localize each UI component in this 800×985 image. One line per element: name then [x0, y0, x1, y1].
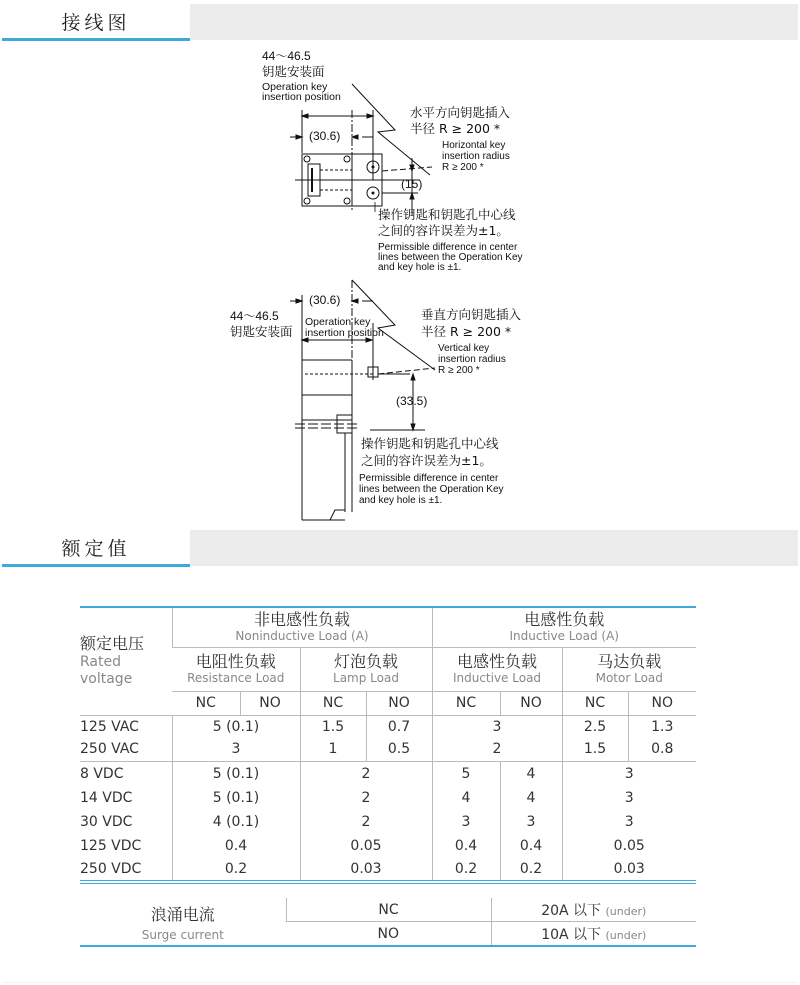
subgroup-inductive [432, 647, 562, 691]
resistance-cell: 5 (0.1) [172, 761, 300, 786]
rated-voltage-en2: voltage [80, 671, 133, 688]
surge-value-cell [491, 922, 696, 947]
motor-cell: 3 [562, 810, 696, 834]
footer-divider [2, 982, 798, 983]
resistance-cell: 0.4 [172, 834, 300, 858]
bottom-radius-en3: R ≥ 200 * [438, 365, 480, 376]
inductive-no-cell: 0.4 [500, 834, 562, 858]
bottom-tolerance-cn2: 之间的容许误差为±1。 [361, 453, 492, 468]
bottom-radius-cn1: 垂直方向钥匙插入 [421, 307, 522, 322]
section-tab [2, 528, 190, 567]
top-radius-cn2: 半径 R ≥ 200 * [410, 121, 501, 136]
surge-value: 20A 以下 [541, 902, 602, 919]
lamp-cell: 0.05 [300, 834, 432, 858]
top-tolerance-cn1: 操作钥匙和钥匙孔中心线 [378, 207, 516, 222]
section-header-bar [190, 4, 798, 40]
surge-value-cell [491, 898, 696, 922]
inductive-nc-cell: 0.2 [432, 858, 500, 882]
subgroup-en: Motor Load [595, 671, 663, 685]
motor-no-cell: 1.3 [628, 715, 696, 738]
motor-nc-cell: 2.5 [562, 715, 628, 738]
surge-current-table [80, 898, 696, 947]
lamp-cell: 2 [300, 786, 432, 810]
voltage-cell: 14 VDC [80, 790, 133, 806]
group-en: Noninductive Load (A) [235, 629, 369, 644]
voltage-cell: 125 VAC [80, 715, 172, 738]
top-view-drawing [290, 84, 432, 216]
table-row [80, 761, 696, 786]
inductive-nc-cell: 4 [432, 786, 500, 810]
lamp-nc-cell: 1.5 [300, 715, 366, 738]
top-range-en2: insertion position [262, 91, 341, 103]
top-radius-en1: Horizontal key [442, 140, 506, 151]
inductive-cell: 3 [432, 715, 562, 738]
lamp-no-cell: 0.5 [366, 738, 432, 761]
motor-cell: 0.03 [562, 858, 696, 882]
voltage-cell: 125 VDC [80, 838, 142, 854]
surge-value: 10A 以下 [541, 926, 602, 943]
rated-voltage-cn: 额定电压 [80, 634, 145, 654]
section-header-ratings [0, 528, 800, 566]
top-dim-width: (30.6) [309, 129, 341, 143]
table-row [80, 858, 696, 882]
contact-header: NO [240, 691, 300, 715]
contact-header: NC [300, 691, 366, 715]
top-range-en1: Operation key [262, 81, 328, 93]
top-tolerance-en2: lines between the Operation Key [378, 252, 523, 263]
resistance-cell: 5 (0.1) [172, 786, 300, 810]
group-cn: 电感性负载 [524, 610, 605, 630]
bottom-tolerance-en3: and key hole is ±1. [359, 495, 443, 506]
lamp-cell: 2 [300, 761, 432, 786]
top-range-value: 44～46.5 [262, 49, 311, 63]
lamp-cell: 2 [300, 810, 432, 834]
subgroup-en: Inductive Load [452, 671, 542, 685]
top-dim-offset: (15) [401, 177, 423, 191]
contact-header: NO [628, 691, 696, 715]
subgroup-cn: 电感性负载 [456, 652, 537, 671]
bottom-radius-cn2: 半径 R ≥ 200 * [421, 324, 512, 339]
voltage-cell: 250 VAC [80, 741, 139, 758]
inductive-no-cell: 0.2 [500, 858, 562, 882]
bottom-range-value: 44～46.5 [230, 309, 279, 323]
table-row [80, 738, 696, 761]
inductive-nc-cell: 5 [432, 761, 500, 786]
bottom-range-en2: insertion position [305, 327, 384, 339]
table-row [80, 810, 696, 834]
surge-contact: NC [286, 898, 491, 922]
bottom-tolerance-cn1: 操作钥匙和钥匙孔中心线 [361, 436, 499, 451]
surge-label-cn: 浪涌电流 [150, 904, 215, 924]
bottom-range-en1: Operation key [305, 316, 371, 328]
top-radius-en3: R ≥ 200 * [442, 162, 484, 173]
resistance-cell: 3 [172, 738, 300, 761]
contact-header: NO [500, 691, 562, 715]
subgroup-lamp [300, 647, 432, 691]
rated-voltage-en1: Rated [80, 654, 121, 671]
section-tab [2, 2, 190, 41]
motor-no-cell: 0.8 [628, 738, 696, 761]
top-tolerance-cn2: 之间的容许误差为±1。 [378, 223, 509, 238]
group-cn: 非电感性负载 [253, 610, 350, 630]
subgroup-cn: 灯泡负载 [333, 652, 398, 671]
section-header-wiring [0, 2, 800, 40]
table-row [80, 786, 696, 810]
surge-contact: NO [286, 922, 491, 947]
lamp-cell: 0.03 [300, 858, 432, 882]
subgroup-resistance [172, 647, 300, 691]
voltage-cell: 30 VDC [80, 814, 133, 830]
inductive-no-cell: 3 [500, 810, 562, 834]
table-row [80, 834, 696, 858]
contact-header: NC [432, 691, 500, 715]
subgroup-en: Resistance Load [187, 671, 285, 685]
group-inductive [432, 607, 696, 647]
surge-unit: (under) [605, 904, 647, 918]
wiring-diagram [220, 40, 560, 525]
lamp-no-cell: 0.7 [366, 715, 432, 738]
contact-header: NO [366, 691, 432, 715]
bottom-radius-en2: insertion radius [438, 354, 506, 365]
bottom-tolerance-en1: Permissible difference in center [359, 473, 499, 484]
section-title: 额定值 [61, 538, 131, 560]
resistance-cell: 0.2 [172, 858, 300, 882]
subgroup-cn: 电阻性负载 [195, 652, 276, 671]
bottom-radius-en1: Vertical key [438, 343, 490, 354]
resistance-cell: 5 (0.1) [172, 715, 300, 738]
voltage-cell: 250 VDC [80, 858, 172, 882]
resistance-cell: 4 (0.1) [172, 810, 300, 834]
bottom-dim-width: (30.6) [309, 293, 341, 307]
group-en: Inductive Load (A) [509, 629, 619, 644]
ratings-table [80, 606, 696, 884]
motor-cell: 3 [562, 761, 696, 786]
top-tolerance-en1: Permissible difference in center [378, 242, 518, 253]
surge-label [80, 898, 286, 946]
top-radius-en2: insertion radius [442, 151, 510, 162]
motor-cell: 3 [562, 786, 696, 810]
inductive-no-cell: 4 [500, 761, 562, 786]
bottom-range-cn: 钥匙安装面 [230, 324, 293, 339]
bottom-dim-offset: (33.5) [396, 394, 428, 408]
inductive-cell: 2 [432, 738, 562, 761]
contact-header: NC [562, 691, 628, 715]
lamp-nc-cell: 1 [300, 738, 366, 761]
inductive-no-cell: 4 [500, 786, 562, 810]
surge-unit: (under) [605, 928, 647, 942]
inductive-nc-cell: 3 [432, 810, 500, 834]
top-range-cn: 钥匙安装面 [262, 64, 325, 79]
subgroup-motor [562, 647, 696, 691]
contact-header: NC [172, 691, 240, 715]
voltage-cell: 8 VDC [80, 761, 172, 786]
motor-nc-cell: 1.5 [562, 738, 628, 761]
table-row [80, 715, 696, 738]
section-title: 接线图 [61, 12, 131, 34]
subgroup-cn: 马达负载 [597, 652, 662, 671]
top-radius-cn1: 水平方向钥匙插入 [410, 105, 511, 120]
section-header-bar [190, 530, 798, 566]
top-tolerance-en3: and key hole is ±1. [378, 262, 462, 273]
motor-cell: 0.05 [562, 834, 696, 858]
rated-voltage-header [80, 607, 172, 715]
surge-label-en: Surge current [141, 927, 224, 942]
bottom-tolerance-en2: lines between the Operation Key [359, 484, 504, 495]
subgroup-en: Lamp Load [333, 671, 399, 685]
inductive-nc-cell: 0.4 [432, 834, 500, 858]
group-noninductive [172, 607, 432, 647]
